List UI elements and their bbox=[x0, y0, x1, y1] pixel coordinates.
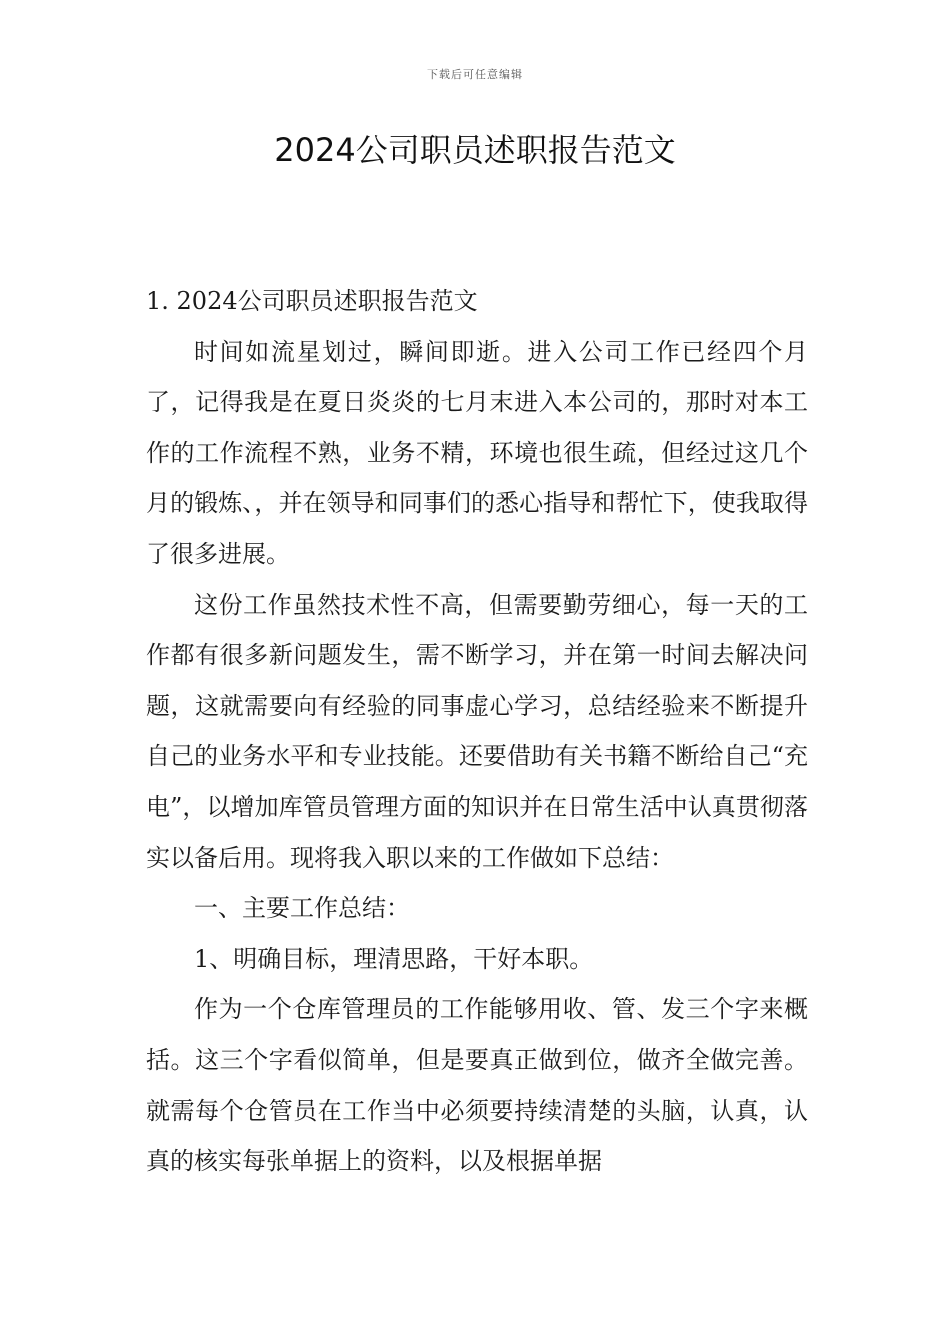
body-paragraph: 这份工作虽然技术性不高，但需要勤劳细心，每一天的工作都有很多新问题发生，需不断学习，并在第一时间去解决问题，这就需要向有经验的同事虚心学习，总结经验来不断提升自己的业务水平和专业技能。还要借助有关书籍不断给自己“充电”，以增加库管员管理方面的知识并在日常生活中认真贯彻落实以备后用。现将我入职以来的工作做如下总结： bbox=[146, 590, 808, 872]
section-heading: 1. 2024公司职员述职报告范文 bbox=[146, 287, 478, 315]
body-paragraph: 时间如流星划过，瞬间即逝。进入公司工作已经四个月了，记得我是在夏日炎炎的七月末进入本公司的，那时对本工作的工作流程不熟，业务不精，环境也很生疏，但经过这几个月的锻炼、，并在领导和同事们的悉心指导和帮忙下，使我取得了很多进展。 bbox=[146, 337, 808, 568]
document-body bbox=[146, 276, 808, 1187]
subsection-heading: 一、主要工作总结： bbox=[194, 894, 410, 923]
header-note: 下载后可任意编辑 bbox=[427, 68, 523, 81]
body-paragraph: 作为一个仓库管理员的工作能够用收、管、发三个字来概括。这三个字看似简单，但是要真正做到位，做齐全做完善。就需每个仓管员在工作当中必须要持续清楚的头脑，认真，认真的核实每张单据上的资料，以及根据单据 bbox=[146, 995, 808, 1176]
subsection-heading: 1、明确目标，理清思路，干好本职。 bbox=[194, 944, 594, 973]
document-title: 2024公司职员述职报告范文 bbox=[274, 131, 676, 169]
